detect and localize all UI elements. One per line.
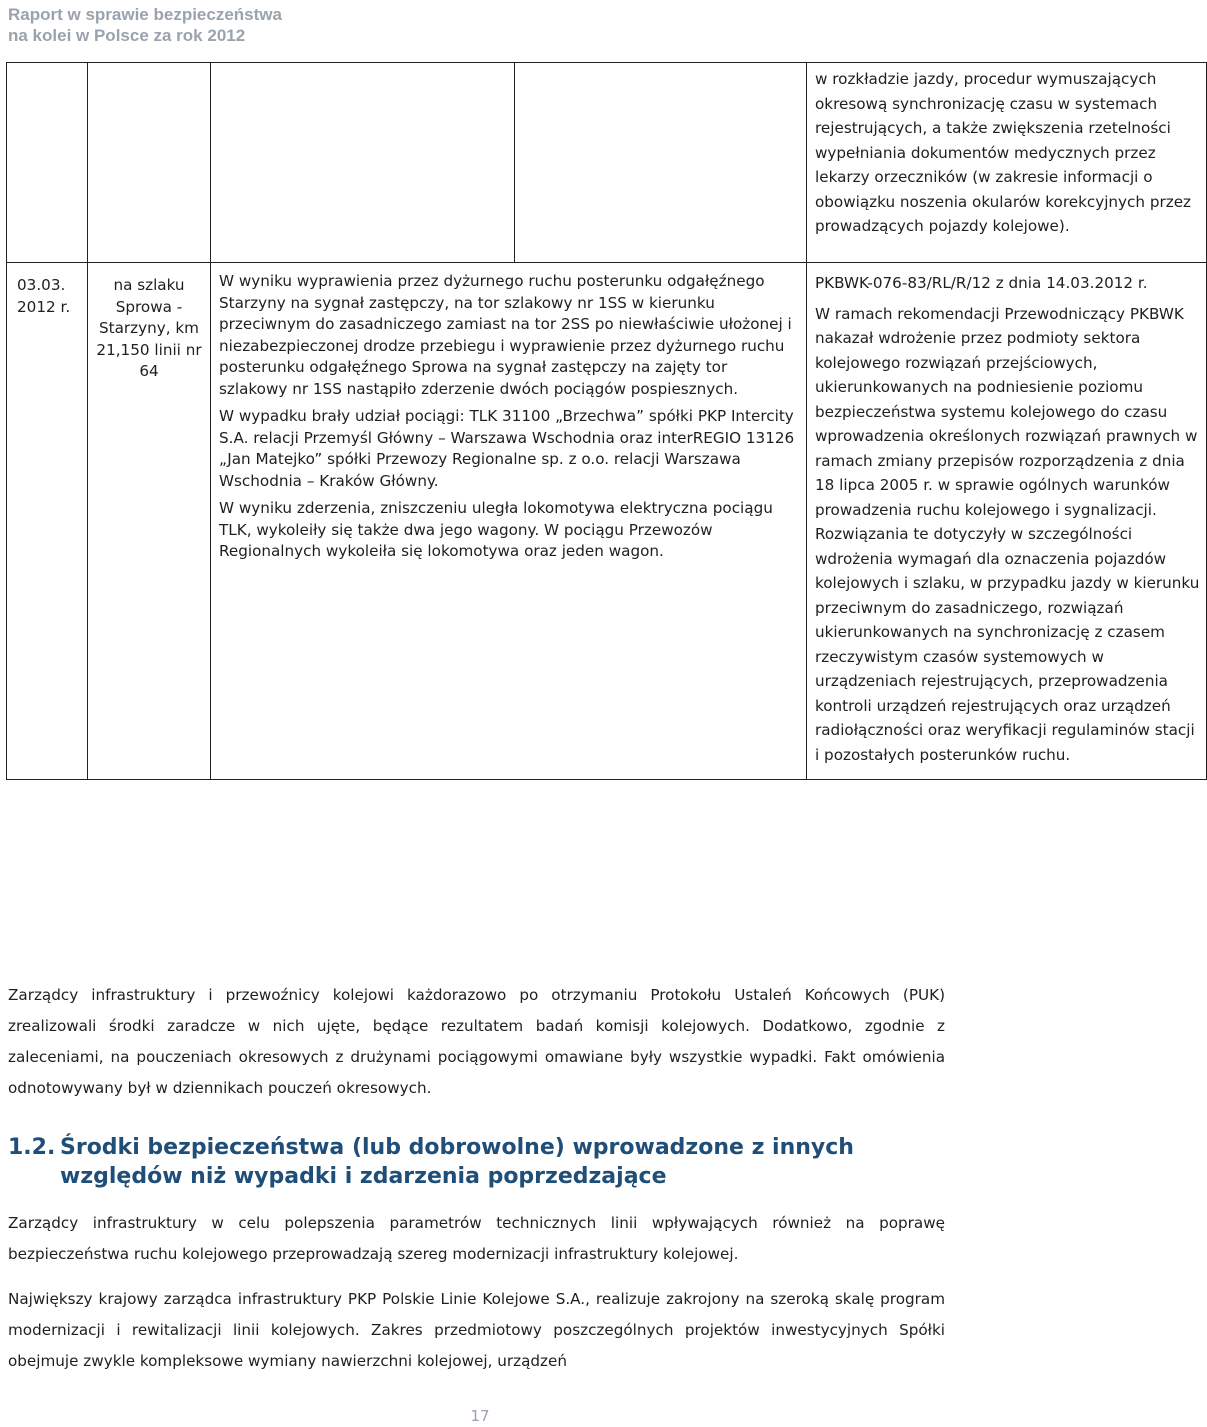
section-heading xyxy=(8,1133,945,1191)
accident-date: 03.03. 2012 r. xyxy=(7,263,88,780)
paragraph-after-table: Zarządcy infrastruktury i przewoźnicy kolejowi każdorazowo po otrzymaniu Protokołu Ustaleń Końcowych (PUK) zrealizowali środki zaradcze w nich ujęte, będące rezultatem badań komisji kolejowych. Dodatkowo, zgodnie z zaleceniami, na pouczeniach okresowych z drużynami pociągowymi omawiane były wszystkie wypadki. Fakt omówienia odnotowywany był w dziennikach pouczeń okresowych. xyxy=(8,986,945,1097)
table-row-continuation xyxy=(7,63,1207,263)
description-paragraph-3: W wyniku zderzenia, zniszczeniu uległa lokomotywa elektryczna pociągu TLK, wykoleiły się także dwa jego wagony. W pociągu Przewozów Regionalnych wykoleiła się lokomotywa oraz jeden wagon. xyxy=(219,499,773,560)
accident-place: na szlaku Sprowa - Starzyny, km 21,150 linii nr 64 xyxy=(88,263,211,780)
section-number: 1.2. xyxy=(8,1135,56,1160)
recommendation-reference: PKBWK-076-83/RL/R/12 z dnia 14.03.2012 r. xyxy=(815,274,1148,292)
recommendation-cell xyxy=(807,263,1207,780)
running-header-line-2: na kolei w Polsce za rok 2012 xyxy=(8,26,246,45)
body-paragraph-2: Największy krajowy zarządca infrastruktury PKP Polskie Linie Kolejowe S.A., realizuje zakrojony na szeroką skalę program modernizacji i rewitalizacji linii kolejowych. Zakres przedmiotowy poszczególnych projektów inwestycyjnych Spółki obejmuje zwykle kompleksowe wymiany nawierzchni kolejowej, urządzeń xyxy=(8,1290,945,1370)
page-number: 17 xyxy=(470,1407,490,1425)
empty-cell-date xyxy=(7,63,88,263)
section-title-line-2: względów niż wypadki i zdarzenia poprzedzające xyxy=(60,1164,667,1189)
table-row xyxy=(7,263,1207,780)
accident-description xyxy=(211,263,807,780)
empty-cell-description xyxy=(515,63,807,263)
running-header-line-1: Raport w sprawie bezpieczeństwa xyxy=(8,5,282,24)
empty-cell-place xyxy=(88,63,211,263)
running-header xyxy=(8,4,428,46)
recommendation-text: W ramach rekomendacji Przewodniczący PKBWK nakazał wdrożenie przez podmioty sektora kolejowego rozwiązań przejściowych, ukierunkowanych na podniesienie poziomu bezpieczeństwa systemu kolejowego do czasu wprowadzenia określonych rozwiązań prawnych w ramach zmiany przepisów rozporządzenia z dnia 18 lipca 2005 r. w sprawie ogólnych warunków prowadzenia ruchu kolejowego i sygnalizacji. Rozwiązania te dotyczyły w szczególności wdrożenia wymagań dla oznaczenia pojazdów kolejowych i szlaku, w przypadku jazdy w kierunku przeciwnym do zasadniczego, rozwiązań ukierunkowanych na synchronizację z czasem rzeczywistym czasów systemowych w urządzeniach rejestrujących, przeprowadzenia kontroli urządzeń rejestrujących oraz urządzeń radiołączności oraz weryfikacji regulaminów stacji i pozostałych posterunków ruchu. xyxy=(815,304,1200,764)
description-paragraph-2: W wypadku brały udział pociągi: TLK 31100 „Brzechwa” spółki PKP Intercity S.A. relacji Przemyśl Główny – Warszawa Wschodnia oraz interREGIO 13126 „Jan Matejko” spółki Przewozy Regionalne sp. z o.o. relacji Warszawa Wschodnia – Kraków Główny. xyxy=(219,407,795,490)
body-paragraph-1: Zarządcy infrastruktury w celu polepszenia parametrów technicznych linii wpływających również na poprawę bezpieczeństwa ruchu kolejowego przeprowadzają szereg modernizacji infrastruktury kolejowej. xyxy=(8,1214,945,1263)
recommendation-continuation: w rozkładzie jazdy, procedur wymuszających okresową synchronizację czasu w systemach rejestrujących, a także zwiększenia rzetelności wypełniania dokumentów medycznych przez lekarzy orzeczników (w zakresie informacji o obowiązku noszenia okularów korekcyjnych przez prowadzących pojazdy kolejowe). xyxy=(807,63,1207,263)
description-paragraph-1: W wyniku wyprawienia przez dyżurnego ruchu posterunku odgałęźnego Starzyny na sygnał zastępczy, na tor szlakowy nr 1SS w kierunku przeciwnym do zasadniczego zamiast na tor 2SS po niewłaściwie ułożonej i niezabezpieczonej drodze przebiegu i wyprawienie przez dyżurnego ruchu posterunku odgałęźnego Sprowa na sygnał zastępczy na zajęty tor szlakowy nr 1SS nastąpiło zderzenie dwóch pociągów pospiesznych. xyxy=(219,272,792,398)
section-title-line-1: Środki bezpieczeństwa (lub dobrowolne) wprowadzone z innych xyxy=(60,1135,854,1160)
empty-cell-gap xyxy=(211,63,515,263)
accidents-table xyxy=(6,62,1207,780)
